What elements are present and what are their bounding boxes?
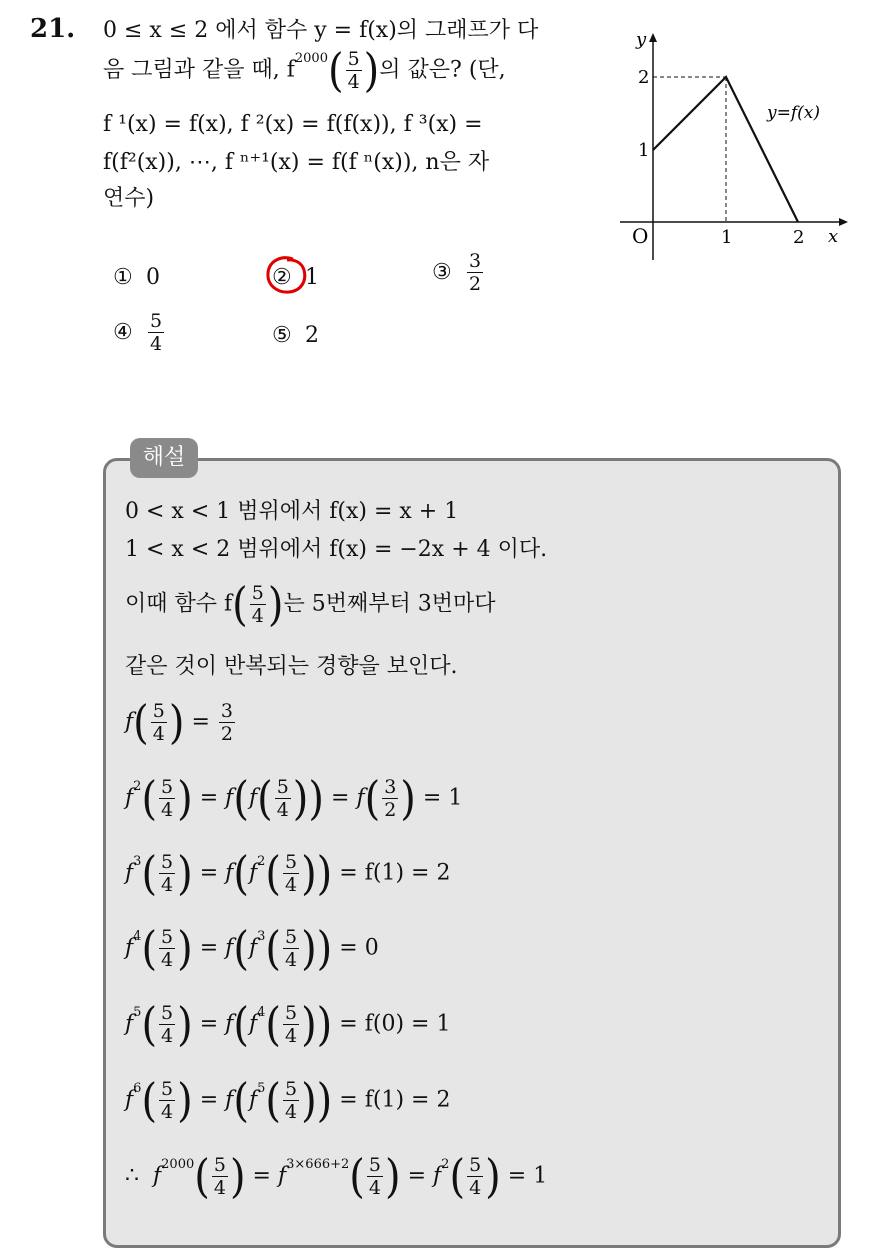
origin-label: O [632, 224, 649, 248]
y-axis-label: y [636, 29, 647, 50]
solution-line-2: 1 < x < 2 범위에서 f(x) = −2x + 4 이다. [125, 537, 548, 562]
solution-line-3: 이때 함수 f( $\frac{5}{4}$ )는 5번째부터 3번마다 [125, 578, 496, 631]
solution-line-1: 0 < x < 1 범위에서 f(x) = x + 1 [125, 499, 459, 524]
equation-4: $f^4$( $\frac{5}{4}$ ) = $f(f^3$( $\frac{5}{4}$ )) = 0 [125, 922, 379, 975]
y-tick-1: 1 [638, 140, 650, 161]
choice-4[interactable]: ④ $\frac{5}{4}$ [113, 310, 163, 355]
choice-1[interactable]: ① 0 [113, 265, 160, 290]
equation-final: ∴ $f^{2000}$( $\frac{5}{4}$ ) = $f^{3\times 666+2}$( $\frac{5}{4}$ ) = $f^2$( $\frac{5}{4}$ ) = 1 [125, 1150, 548, 1203]
function-graph [610, 25, 850, 270]
question-line-4: f(f²(x)), ⋯, f ⁿ⁺¹(x) = f(f ⁿ(x)), n은 자 [103, 150, 490, 175]
x-axis-label: x [828, 226, 839, 247]
question-line-2: 음 그림과 같을 때, $f^{2000}$( $\frac{5}{4}$ )의 값은? (단, [103, 44, 506, 97]
equation-1: f( $\frac{5}{4}$ ) = $\frac{3}{2}$ [125, 696, 233, 749]
question-number: 21. [30, 14, 76, 44]
choice-2[interactable]: ② 1 [272, 265, 319, 290]
equation-2: $f^2$( $\frac{5}{4}$ ) = f(f( $\frac{5}{4}$ )) = f( $\frac{3}{2}$ ) = 1 [125, 772, 463, 825]
choice-5[interactable]: ⑤ 2 [272, 323, 319, 348]
equation-6: $f^6$( $\frac{5}{4}$ ) = $f(f^5$( $\frac{5}{4}$ )) = f(1) = 2 [125, 1074, 451, 1127]
equation-3: $f^3$( $\frac{5}{4}$ ) = $f(f^2$( $\frac{5}{4}$ )) = f(1) = 2 [125, 847, 451, 900]
equation-5: $f^5$( $\frac{5}{4}$ ) = $f(f^4$( $\frac{5}{4}$ )) = f(0) = 1 [125, 998, 451, 1051]
answer-mark-circle [263, 253, 311, 297]
x-tick-1: 1 [721, 227, 733, 248]
choice-3[interactable]: ③ $\frac{3}{2}$ [432, 250, 482, 295]
solution-tab: 해설 [130, 438, 198, 478]
x-axis-arrow [839, 218, 848, 226]
question-line-5: 연수) [103, 186, 155, 211]
solution-line-4: 같은 것이 반복되는 경향을 보인다. [125, 654, 458, 679]
question-line-1: 0 ≤ x ≤ 2 에서 함수 y = f(x)의 그래프가 다 [103, 18, 539, 43]
question-line-3: f ¹(x) = f(x), f ²(x) = f(f(x)), f ³(x) = [103, 112, 483, 137]
y-tick-2: 2 [638, 67, 650, 88]
y-axis-arrow [649, 33, 657, 42]
x-tick-2: 2 [793, 227, 805, 248]
curve-label: y=f(x) [767, 103, 820, 123]
